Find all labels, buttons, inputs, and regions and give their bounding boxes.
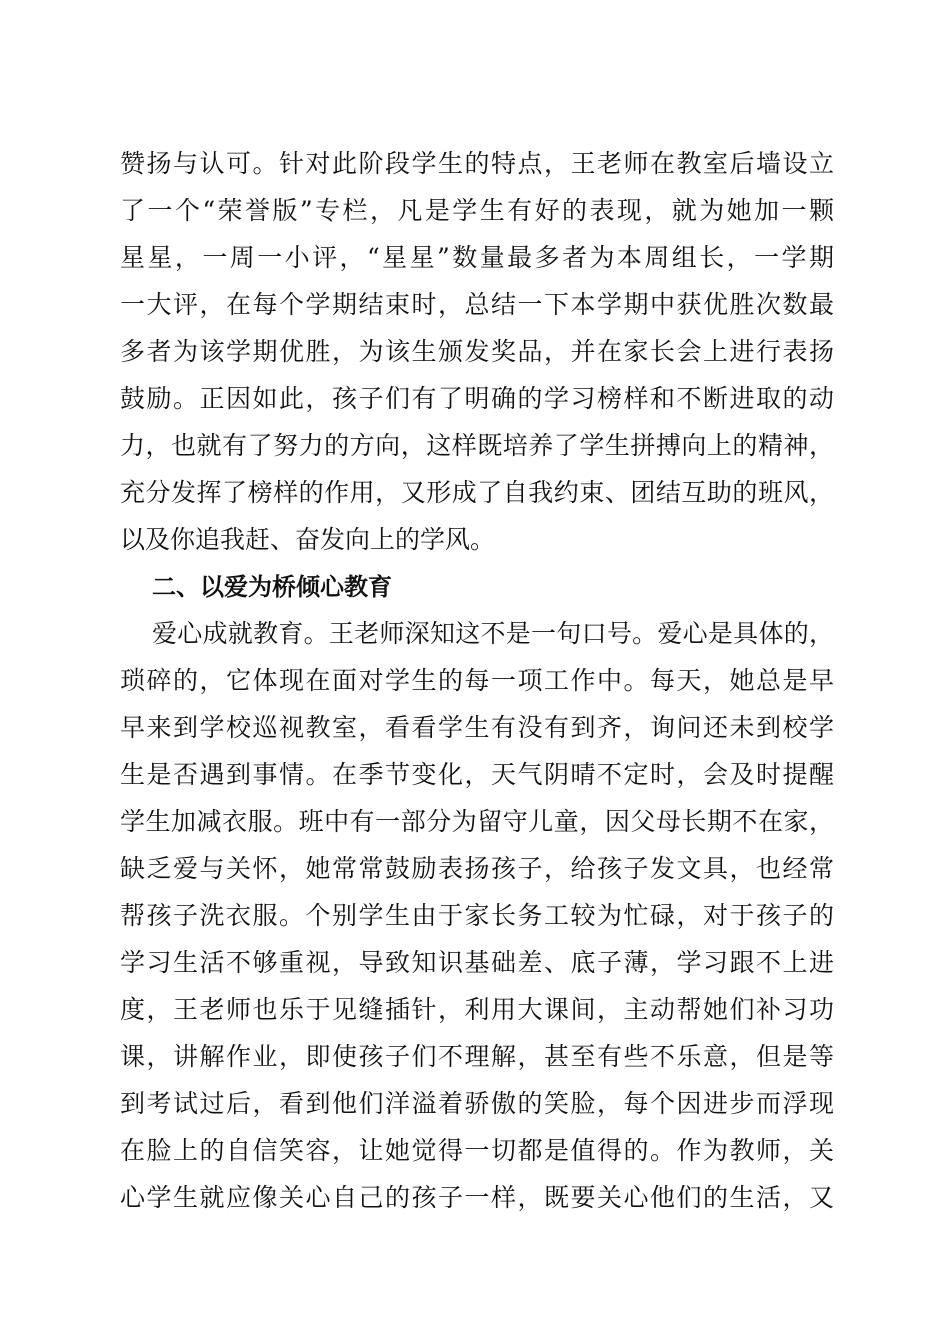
paragraph2-line-5: 学生加减衣服。班中有一部分为留守儿童，因父母长期不在家，	[120, 807, 834, 836]
paragraph1-line-4: 一大评，在每个学期结束时，总结一下本学期中获优胜次数最	[120, 290, 834, 319]
paragraph2-line-9: 度，王老师也乐于见缝插针，利用大课间，主动帮她们补习功	[120, 995, 834, 1024]
paragraph2-line-7: 帮孩子洗衣服。个别学生由于家长务工较为忙碌，对于孩子的	[120, 901, 834, 930]
paragraph2-line-12: 在脸上的自信笑容，让她觉得一切都是值得的。作为教师，关	[120, 1136, 834, 1165]
section-heading: 二、以爱为桥倾心教育	[152, 573, 392, 601]
paragraph2-line-8: 学习生活不够重视，导致知识基础差、底子薄，学习跟不上进	[120, 948, 834, 977]
paragraph1-line-3: 星星，一周一小评，“星星”数量最多者为本周组长，一学期	[120, 243, 834, 272]
paragraph1-line-8: 充分发挥了榜样的作用，又形成了自我约束、团结互助的班风，	[120, 478, 834, 507]
paragraph2-line-13: 心学生就应像关心自己的孩子一样，既要关心他们的生活，又	[120, 1183, 834, 1212]
paragraph1-line-2: 了一个“荣誉版”专栏，凡是学生有好的表现，就为她加一颗	[120, 196, 834, 225]
paragraph2-line-11: 到考试过后，看到他们洋溢着骄傲的笑脸，每个因进步而浮现	[120, 1089, 834, 1118]
paragraph2-line-6: 缺乏爱与关怀，她常常鼓励表扬孩子，给孩子发文具，也经常	[120, 854, 834, 883]
paragraph2-line-4: 生是否遇到事情。在季节变化，天气阴晴不定时，会及时提醒	[120, 760, 834, 789]
paragraph2-line-1: 爱心成就教育。王老师深知这不是一句口号。爱心是具体的，	[152, 619, 834, 648]
paragraph1-line-5: 多者为该学期优胜，为该生颁发奖品，并在家长会上进行表扬	[120, 337, 834, 366]
paragraph2-line-10: 课，讲解作业，即使孩子们不理解，甚至有些不乐意，但是等	[120, 1042, 834, 1071]
paragraph2-line-3: 早来到学校巡视教室，看看学生有没有到齐，询问还未到校学	[120, 713, 834, 742]
paragraph2-line-2: 琐碎的，它体现在面对学生的每一项工作中。每天，她总是早	[120, 666, 834, 695]
paragraph1-line-6: 鼓励。正因如此，孩子们有了明确的学习榜样和不断进取的动	[120, 384, 834, 413]
paragraph1-line-7: 力，也就有了努力的方向，这样既培养了学生拼搏向上的精神，	[120, 431, 834, 460]
paragraph1-line-9: 以及你追我赶、奋发向上的学风。	[120, 525, 496, 554]
paragraph1-line-1: 赞扬与认可。针对此阶段学生的特点，王老师在教室后墙设立	[120, 149, 834, 178]
